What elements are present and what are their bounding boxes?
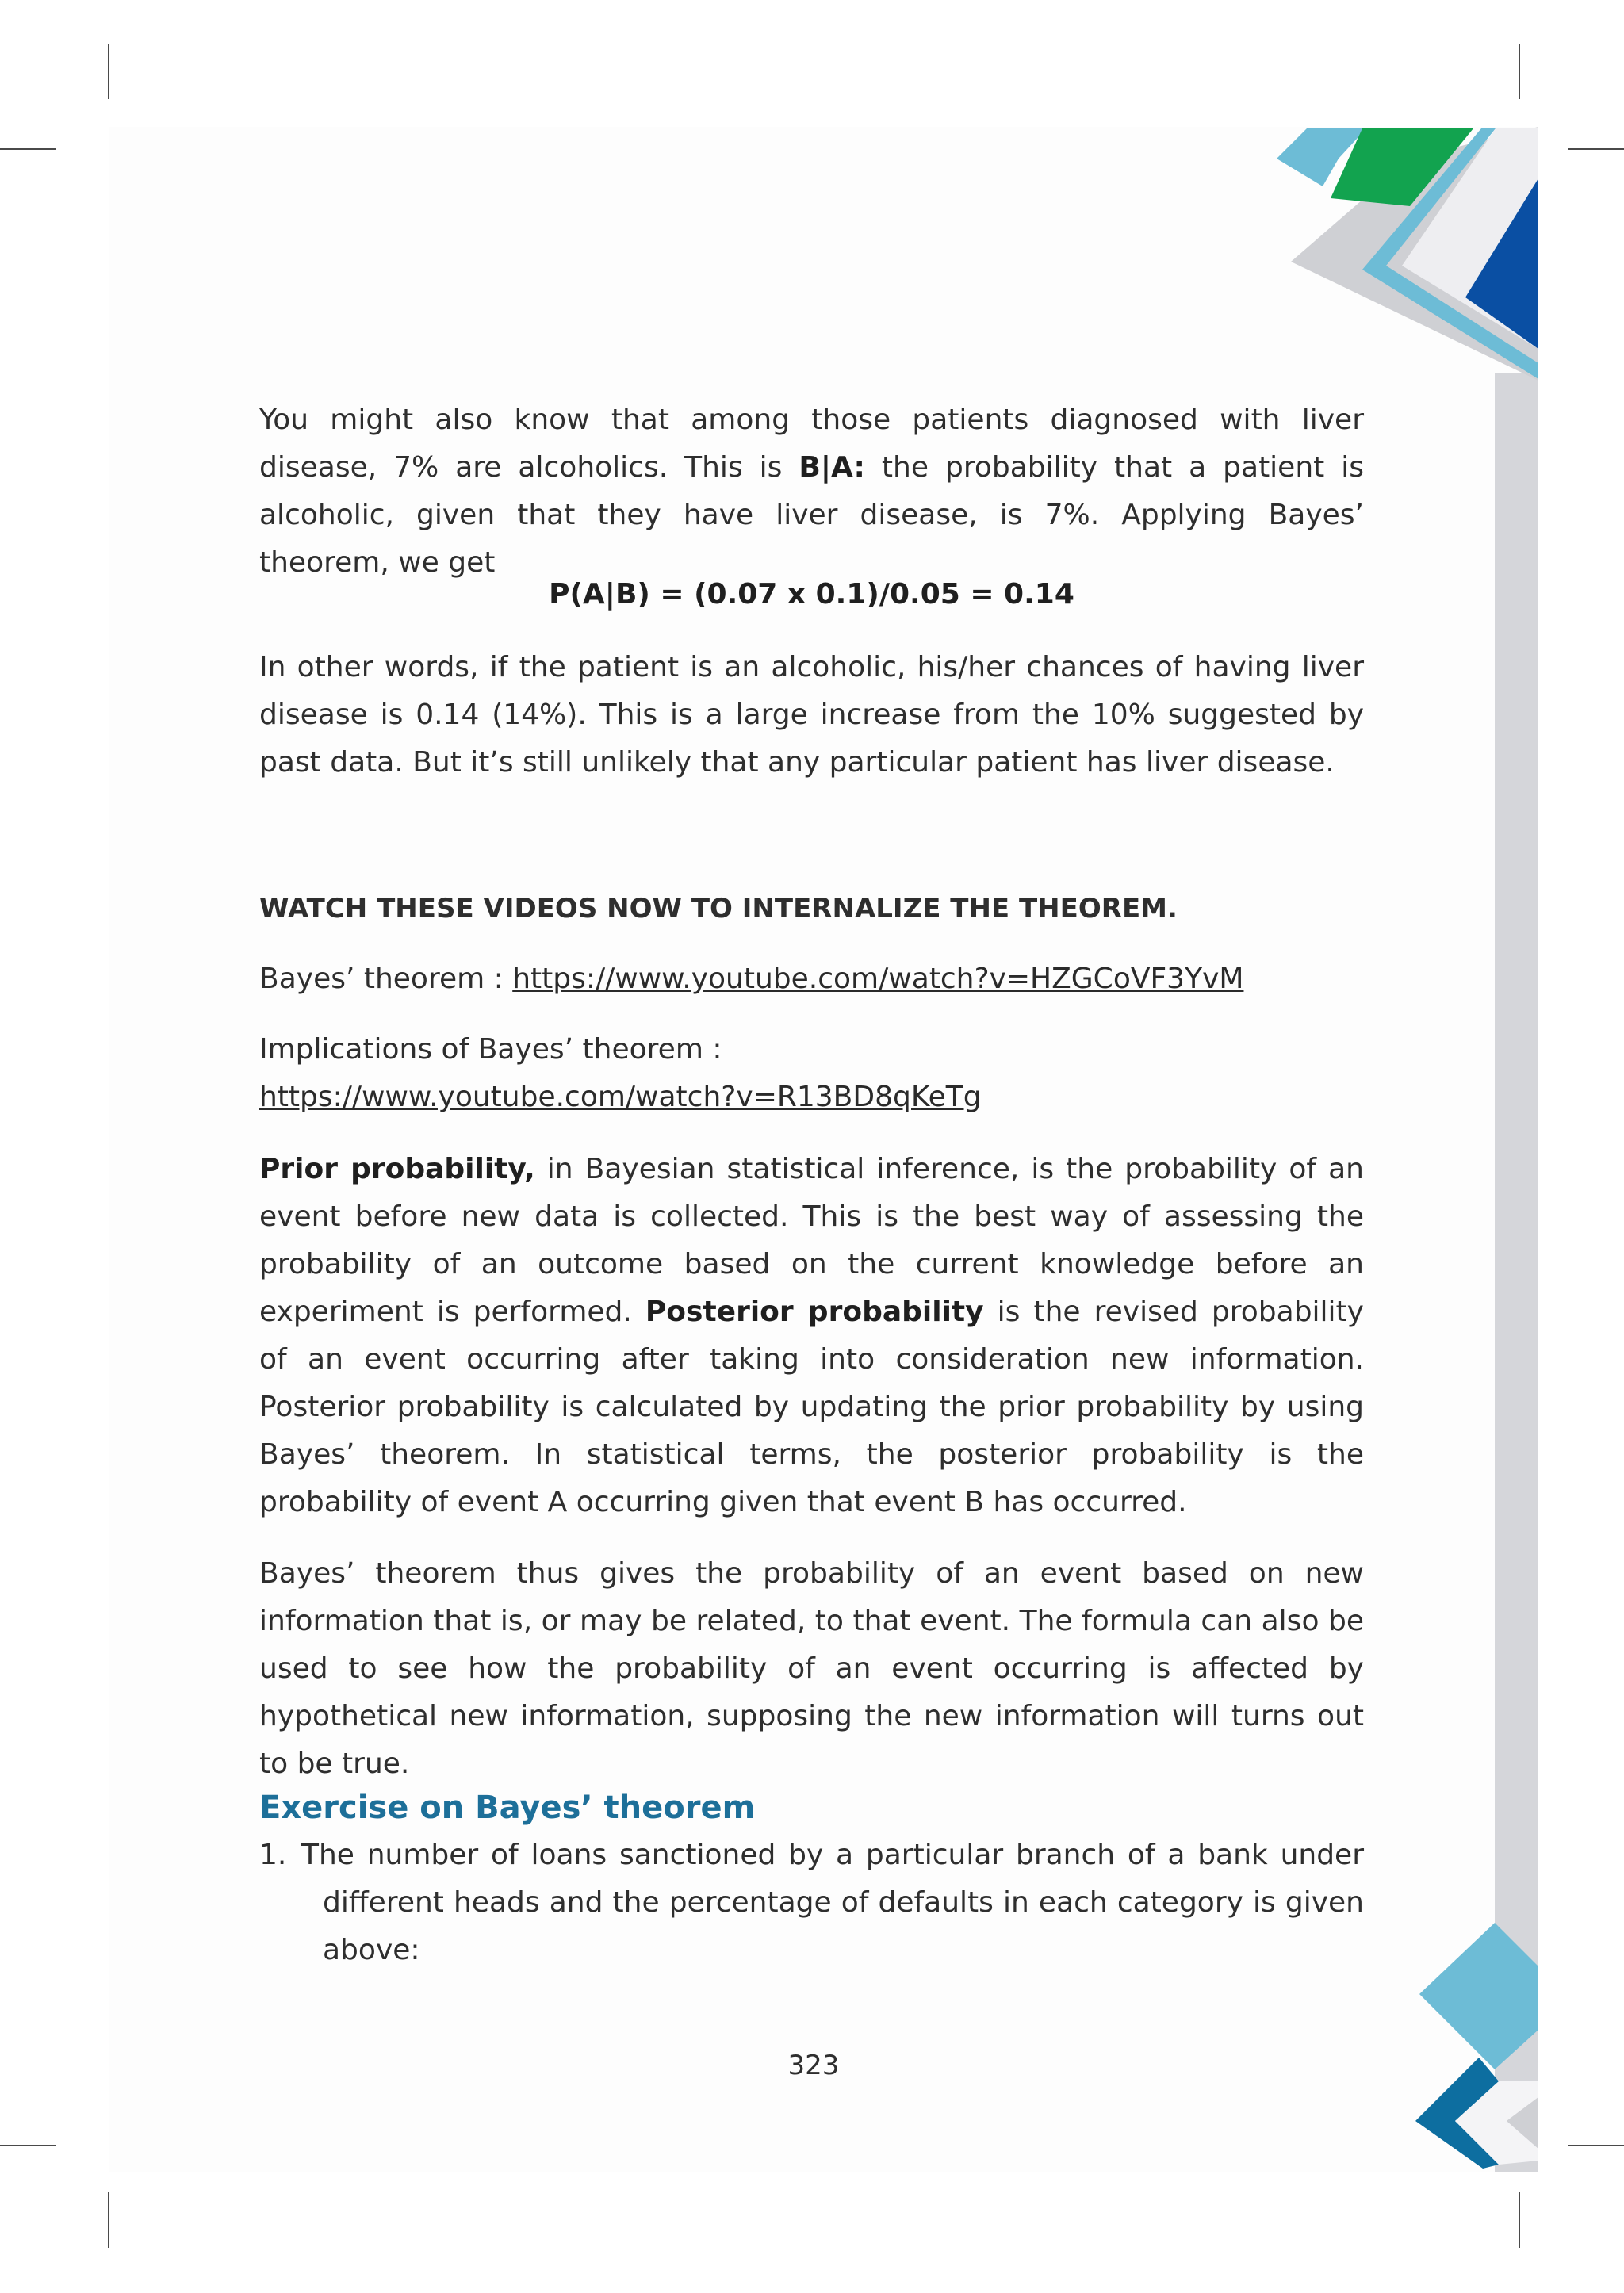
side-strip [1495, 373, 1538, 2172]
paragraph-liver-disease [259, 396, 1364, 587]
video-link[interactable]: https://www.youtube.com/watch?v=R13BD8qKeTg [259, 1081, 982, 1113]
exercise-item-1 [259, 1832, 1364, 1974]
paragraph-interpretation [259, 644, 1364, 787]
video-label: Bayes’ theorem : [259, 963, 513, 995]
crop-mark [1568, 2145, 1624, 2146]
crop-mark [108, 44, 109, 99]
crop-mark [108, 2192, 109, 2248]
crop-mark [0, 2145, 56, 2146]
item-number: 1. [259, 1839, 287, 1871]
videos-heading: WATCH THESE VIDEOS NOW TO INTERNALIZE THE THEOREM. [259, 893, 1178, 924]
item-text-continuation: different heads and the percentage of defaults in each category is given above: [323, 1886, 1364, 1966]
crop-mark [1568, 148, 1624, 150]
paragraph-prior-posterior [259, 1146, 1364, 1526]
top-corner-decoration [1228, 111, 1545, 396]
crop-mark [0, 148, 56, 150]
paragraph-text: You might also know that among those patients diagnosed with liver disease, 7% are alcoholics. This is [259, 404, 1364, 484]
paragraph-text: the probability that a patient is alcoholic, given that they have liver disease, is 7%. Applying Bayes’ theorem, we get [259, 451, 1364, 579]
page-number: 323 [787, 2050, 840, 2081]
paragraph-text: in Bayesian statistical inference, is the probability of an event before new data is collected. This is the best way of assessing the probability of an outcome based on the current knowledge before an experiment is performed. [259, 1153, 1365, 1328]
item-text-first-line: The number of loans sanctioned by a particular branch of a bank under [301, 1839, 1364, 1871]
bottom-corner-decoration [1396, 1923, 1538, 2184]
light-blue-diamond [1419, 1923, 1538, 2069]
video-label: Implications of Bayes’ theorem : [259, 1033, 722, 1066]
crop-mark [1519, 44, 1520, 99]
paragraph-text: is the revised probability of an event occurring after taking into consideration new information. Posterior probability is calculated by updating the prior probability by using Bayes’ theorem. In statistical terms, the posterior probability is the probability of event A occurring given that event B has occurred. [259, 1296, 1364, 1518]
video-link-1 [259, 955, 1364, 1003]
video-link[interactable]: https://www.youtube.com/watch?v=HZGCoVF3YvM [512, 963, 1244, 995]
bold-term-prior: Prior probability, [259, 1153, 535, 1185]
video-link-2 [259, 1026, 1364, 1121]
paragraph-summary [259, 1550, 1364, 1788]
bold-term-posterior: Posterior probability [645, 1296, 984, 1328]
bold-term: B|A: [799, 451, 865, 484]
paragraph-text: In other words, if the patient is an alcoholic, his/her chances of having liver disease is 0.14 (14%). This is a large increase from the 10% suggested by past data. But it’s still unlikely that any particular patient has liver disease. [259, 651, 1364, 779]
bayes-formula: P(A|B) = (0.07 x 0.1)/0.05 = 0.14 [549, 578, 1074, 611]
crop-mark [1519, 2192, 1520, 2248]
exercise-title: Exercise on Bayes’ theorem [259, 1790, 756, 1826]
paragraph-text: Bayes’ theorem thus gives the probability of an event based on new information that is, or may be related, to that event. The formula can also be used to see how the probability of an event occurring is affected by hypothetical new information, supposing the new information will turns out to be true. [259, 1557, 1364, 1780]
